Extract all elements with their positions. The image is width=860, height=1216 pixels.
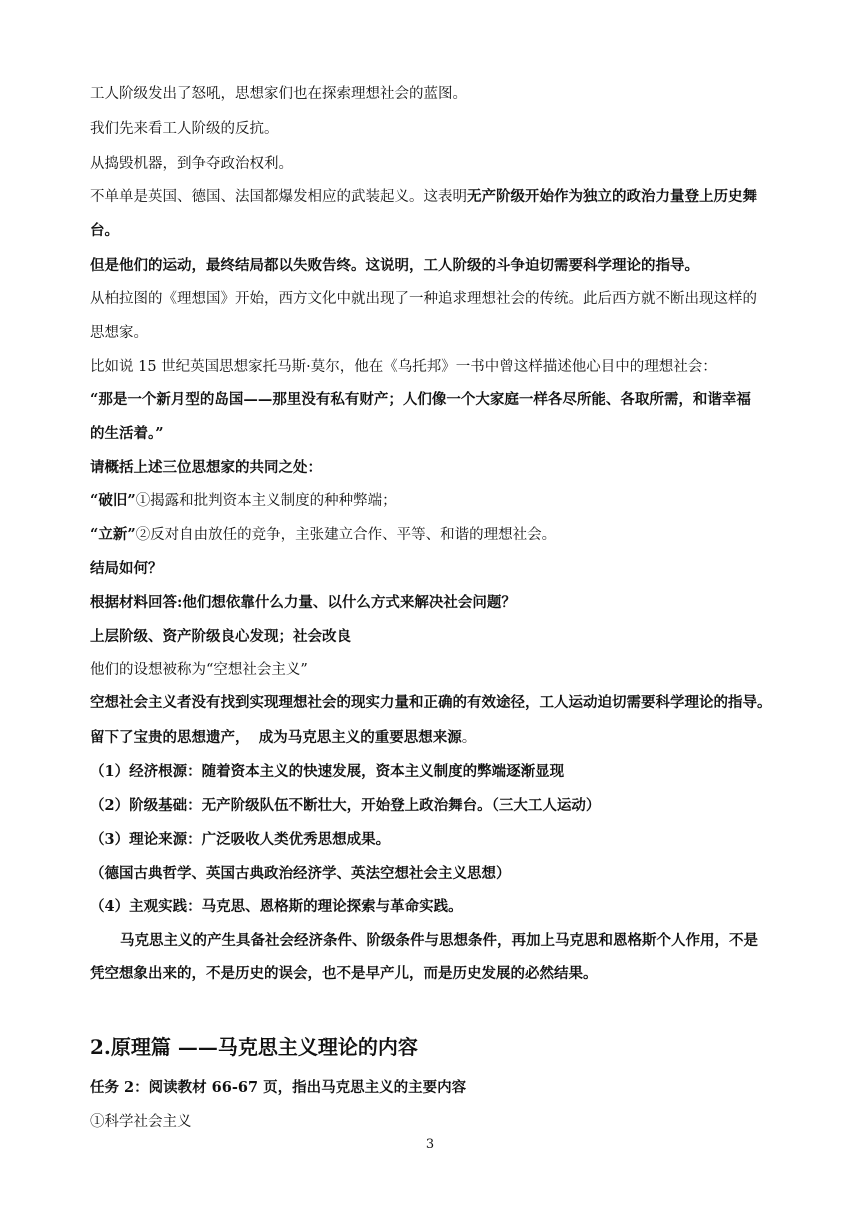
text-segment-bold: 无产阶级开始作为独立的政治力量登上历史舞: [467, 188, 757, 205]
list-item: （3）理论来源：广泛吸收人类优秀思想成果。: [90, 831, 391, 848]
list-item: （1）经济根源：随着资本主义的快速发展，资本主义制度的弊端逐渐显现: [90, 763, 565, 780]
text-line: [90, 728, 802, 748]
text-line: 从捣毁机器，到争夺政治权利。: [90, 156, 293, 172]
text-line: [90, 187, 802, 207]
text-segment-bold: 留下了宝贵的思想遗产，: [90, 729, 250, 746]
section-heading: 2.原理篇 ——马克思主义理论的内容: [90, 1035, 418, 1059]
quote-line: 的生活着。”: [90, 425, 164, 442]
list-item: （4）主观实践：马克思、恩格斯的理论探索与革命实践。: [90, 898, 463, 915]
list-item: ①科学社会主义: [90, 1114, 192, 1130]
quote-line: “那是一个新月型的岛国——那里没有私有财产；人们像一个大家庭一样各尽所能、各取所需，和谐幸福: [90, 391, 751, 408]
text-line: 他们的设想被称为“空想社会主义”: [90, 662, 308, 678]
page-number: 3: [425, 1137, 435, 1152]
text-line: [90, 525, 802, 545]
task-line: 任务 2：阅读教材 66-67 页，指出马克思主义的主要内容: [90, 1079, 467, 1096]
text-line: 台。: [90, 222, 119, 239]
text-line: 从柏拉图的《理想国》开始，西方文化中就出现了一种追求理想社会的传统。此后西方就不断出现这样的: [90, 291, 757, 307]
text-segment: ②反对自由放任的竞争，主张建立合作、平等、和谐的理想社会。: [135, 527, 557, 543]
text-line: 思想家。: [90, 325, 148, 341]
summary-line: 凭空想象出来的，不是历史的误会，也不是早产儿，而是历史发展的必然结果。: [90, 965, 598, 982]
question-line: 结局如何？: [90, 560, 163, 577]
list-item: （2）阶级基础：无产阶级队伍不断壮大，开始登上政治舞台。（三大工人运动）: [90, 797, 601, 814]
text-line: 空想社会主义者没有找到实现理想社会的现实力量和正确的有效途径，工人运动迫切需要科学理论的指导。: [90, 694, 772, 711]
text-line: 我们先来看工人阶级的反抗。: [90, 121, 279, 137]
text-segment: ①揭露和批判资本主义制度的种种弊端；: [135, 493, 397, 509]
question-line: 请概括上述三位思想家的共同之处：: [90, 459, 322, 476]
text-segment: 不单单是英国、德国、法国都爆发相应的武装起义。这表明: [90, 189, 467, 205]
text-line: 但是他们的运动，最终结局都以失败告终。这说明，工人阶级的斗争迫切需要科学理论的指导。: [90, 257, 699, 274]
list-item: （德国古典哲学、英国古典政治经济学、英法空想社会主义思想）: [90, 865, 511, 882]
answer-line: 上层阶级、资产阶级良心发现；社会改良: [90, 628, 351, 645]
label-po-jiu: “破旧”: [90, 492, 136, 509]
text-line: [90, 491, 802, 511]
text-line: 比如说 15 世纪英国思想家托马斯·莫尔，他在《乌托邦》一书中曾这样描述他心目中的理想社会：: [90, 359, 717, 375]
text-segment: 。: [461, 730, 477, 746]
label-li-xin: “立新”: [90, 526, 136, 543]
text-line: 工人阶级发出了怒吼，思想家们也在探索理想社会的蓝图。: [90, 86, 467, 102]
summary-line: 马克思主义的产生具备社会经济条件、阶级条件与思想条件，再加上马克思和恩格斯个人作用，不是: [120, 932, 758, 949]
question-line: 根据材料回答:他们想依靠什么力量、以什么方式来解决社会问题？: [90, 594, 516, 611]
text-segment-bold: 成为马克思主义的重要思想来源: [258, 729, 462, 746]
